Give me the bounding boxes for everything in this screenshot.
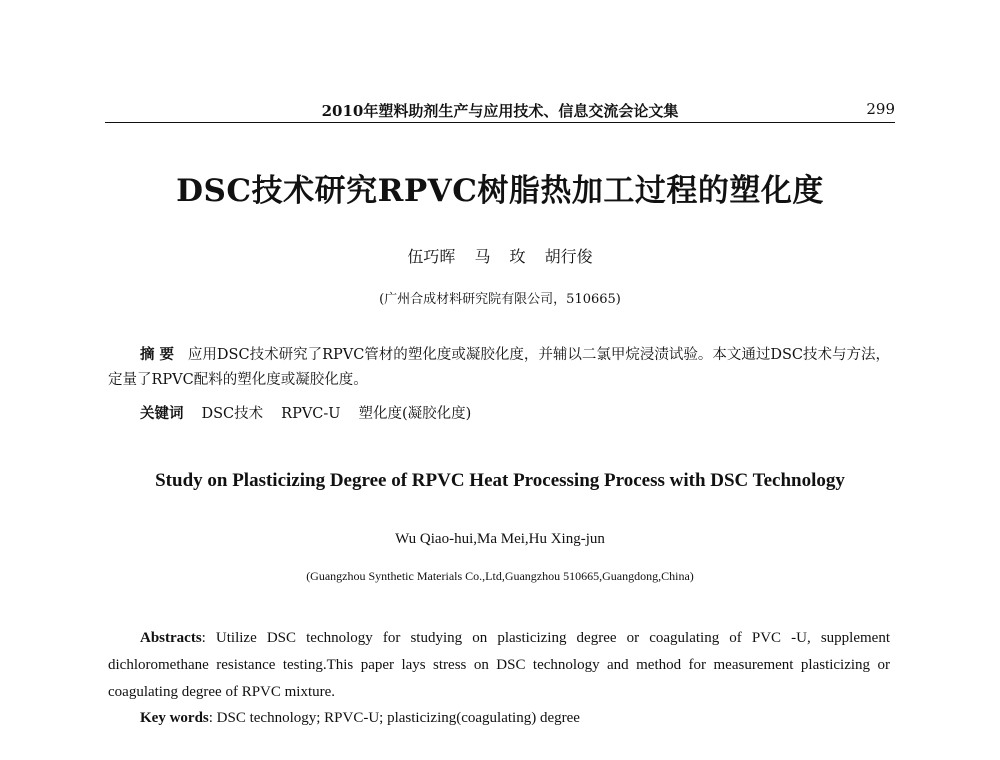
- running-header: [105, 98, 895, 123]
- abstract-en-text: Utilize DSC technology for studying on plasticizing degree or coagulating of PVC -U, supplement dichloromethane resistance testing.This paper lays stress on DSC technology and method for measurement plasticizing or coagulating degree of RPVC mixture.: [108, 630, 890, 700]
- paper-title-cn: DSC技术研究RPVC树脂热加工过程的塑化度: [176, 173, 824, 209]
- keyword-cn-3: 塑化度(凝胶化度): [358, 406, 472, 422]
- paper-title-en: Study on Plasticizing Degree of RPVC Heat Processing Process with DSC Technology: [155, 470, 845, 491]
- abstract-en: Abstracts: Utilize DSC technology for studying on plasticizing degree or coagulating of PVC -U, supplement dichloromethane resistance testing.This paper lays stress on DSC technology and method for measurement plasticizing or coagulating degree of RPVC mixture.: [108, 630, 890, 700]
- keywords-en: Key words: DSC technology; RPVC-U; plasticizing(coagulating) degree: [140, 710, 580, 726]
- authors-en: Wu Qiao-hui,Ma Mei,Hu Xing-jun: [395, 531, 605, 547]
- abstract-cn: [108, 342, 890, 393]
- abstract-en-label: Abstracts: [140, 630, 202, 646]
- keyword-cn-2: RPVC-U: [281, 406, 341, 422]
- affiliation-en: (Guangzhou Synthetic Materials Co.,Ltd,Guangzhou 510665,Guangdong,China): [306, 569, 694, 583]
- abstract-cn-label: 摘 要: [140, 346, 175, 363]
- authors-cn: 伍巧晖 马 玫 胡行俊: [407, 247, 593, 266]
- affiliation-cn: (广州合成材料研究院有限公司，510665): [379, 292, 621, 307]
- page-number: 299: [866, 100, 895, 118]
- keywords-cn: [140, 401, 890, 427]
- abstract-cn-text: 应用DSC技术研究了RPVC管材的塑化度或凝胶化度，并辅以二氯甲烷浸渍试验。本文通过DSC技术与方法，定量了RPVC配料的塑化度或凝胶化度。: [108, 347, 891, 388]
- keyword-cn-1: DSC技术: [201, 406, 264, 422]
- keywords-en-text: DSC technology; RPVC-U; plasticizing(coagulating) degree: [216, 710, 580, 726]
- running-title: 2010年塑料助剂生产与应用技术、信息交流会论文集: [321, 102, 679, 120]
- keywords-cn-label: 关键词: [140, 405, 184, 422]
- keywords-en-label: Key words: [140, 710, 209, 726]
